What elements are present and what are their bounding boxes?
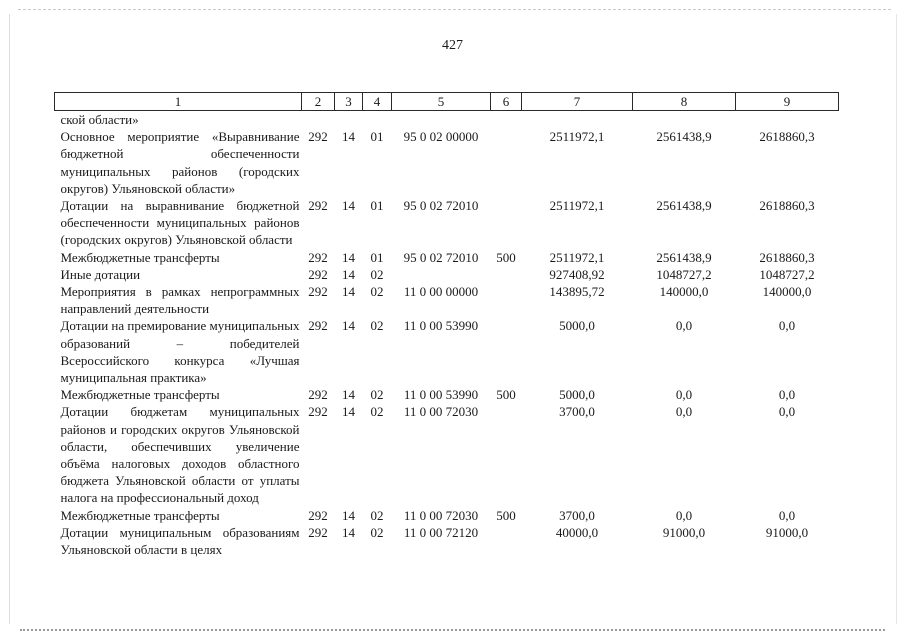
header-col-9: 9 [736,93,839,111]
row-target-article [392,266,491,283]
row-subsection: 02 [370,524,384,540]
row-admin-code: 292 [308,198,328,214]
row-subsection: 02 [370,507,384,523]
row-admin-code: 292 [308,284,328,300]
row-value-col9: 0,0 [778,318,796,334]
row-expense-type: 500 [496,249,516,265]
row-subsection: 02 [370,284,384,300]
row-name: Иные дотации [60,266,141,282]
header-row [55,93,839,111]
row-value-col7: 2511972,1 [549,129,605,145]
row-name: Дотации на выравнивание бюджетной обеспеченности муниципальных районов (городских округов) Ульяновской области [60,198,300,248]
row-value-col7: 2511972,1 [549,249,605,265]
table-row [55,266,839,283]
budget-table [54,92,839,558]
table-body [55,111,839,559]
row-section [335,111,363,129]
row-value-col7: 143895,72 [549,284,605,300]
row-value-col7: 2511972,1 [549,198,605,214]
row-value-col9: 0,0 [778,404,796,420]
row-name: Дотации на премирование муниципальных образований – победителей Всероссийского конкурса «Лучшая муниципальная практика» [60,318,300,386]
table-row [55,507,839,524]
scan-edge-bottom [20,629,885,631]
row-admin-code: 292 [308,266,328,282]
row-name: Межбюджетные трансферты [60,387,220,403]
row-value-col8: 2561438,9 [656,198,712,214]
row-value-col8: 2561438,9 [656,129,712,145]
row-expense-type [491,197,522,249]
row-value-col8: 91000,0 [662,524,706,540]
row-target-article: 11 0 00 72030 [403,404,479,420]
row-section: 14 [342,318,355,334]
row-value-col9: 91000,0 [765,524,809,540]
row-value-col7: 5000,0 [559,318,595,334]
row-subsection: 02 [370,318,384,334]
row-value-col9: 140000,0 [762,284,812,300]
row-admin-code: 292 [308,387,328,403]
row-section: 14 [342,524,355,540]
row-subsection: 02 [370,404,384,420]
row-name: Межбюджетные трансферты [60,507,220,523]
scan-edge-top [18,9,891,10]
row-name: Основное мероприятие «Выравнивание бюджетной обеспеченности муниципальных районов (городских округов) Ульяновской области» [60,129,300,196]
row-admin-code: 292 [308,507,328,523]
row-admin-code: 292 [308,129,328,145]
row-target-article: 11 0 00 00000 [403,284,479,300]
table-row [55,524,839,558]
row-value-col8: 0,0 [675,507,693,523]
row-section: 14 [342,249,355,265]
row-subsection: 01 [370,129,384,145]
row-admin-code: 292 [308,524,328,540]
header-col-5: 5 [392,93,491,111]
row-subsection: 01 [370,198,384,214]
row-section: 14 [342,284,355,300]
row-name: Дотации муниципальным образованиям Ульяновской области в целях [60,524,300,558]
row-name: Мероприятия в рамках непрограммных направлений деятельности [60,284,300,317]
table-row [55,386,839,403]
row-expense-type: 500 [496,387,516,403]
row-value-col9: 2618860,3 [759,249,815,265]
row-expense-type: 500 [496,507,516,523]
row-value-col7 [522,111,633,129]
table-header [55,93,839,111]
row-section: 14 [342,507,355,523]
row-target-article: 11 0 00 72120 [403,524,479,540]
row-target-article: 11 0 00 72030 [403,507,479,523]
table-row [55,197,839,249]
table-row [55,317,839,386]
row-value-col8: 140000,0 [659,284,709,300]
row-target-article: 95 0 02 72010 [403,198,479,214]
row-value-col8: 0,0 [675,404,693,420]
row-target-article [392,111,491,129]
header-col-4: 4 [363,93,392,111]
row-value-col7: 5000,0 [559,387,595,403]
header-col-3: 3 [335,93,363,111]
row-target-article: 95 0 02 00000 [403,129,479,145]
row-value-col7: 40000,0 [555,524,599,540]
row-admin-code [302,111,335,129]
row-expense-type [491,266,522,283]
table-row [55,403,839,506]
row-expense-type [491,403,522,506]
header-col-1: 1 [55,93,302,111]
header-col-8: 8 [633,93,736,111]
row-subsection: 02 [370,387,384,403]
row-section: 14 [342,198,355,214]
row-expense-type [491,524,522,558]
table-row [55,283,839,317]
row-value-col8: 2561438,9 [656,249,712,265]
row-value-col8: 0,0 [675,318,693,334]
row-section: 14 [342,404,355,420]
row-admin-code: 292 [308,404,328,420]
row-target-article: 11 0 00 53990 [403,318,479,334]
row-value-col7: 3700,0 [559,507,595,523]
row-section: 14 [342,387,355,403]
scan-edge-right [896,14,897,624]
row-subsection: 02 [370,266,384,282]
row-expense-type [491,317,522,386]
row-value-col9: 2618860,3 [759,198,815,214]
row-section: 14 [342,266,355,282]
row-value-col7: 927408,92 [549,266,605,282]
row-admin-code: 292 [308,318,328,334]
scan-edge-left [9,14,10,624]
page-number: 427 [442,38,463,53]
row-target-article: 11 0 00 53990 [403,387,479,403]
header-col-2: 2 [302,93,335,111]
row-value-col9: 2618860,3 [759,129,815,145]
row-section: 14 [342,129,355,145]
row-value-col9: 0,0 [778,507,796,523]
row-value-col9: 1048727,2 [759,266,815,282]
row-admin-code: 292 [308,249,328,265]
row-expense-type [491,283,522,317]
table-row [55,128,839,197]
row-value-col9: 0,0 [778,387,796,403]
row-subsection [363,111,392,129]
row-name: Межбюджетные трансферты [60,249,220,265]
row-name: Дотации бюджетам муниципальных районов и городских округов Ульяновской области, обеспечивших увеличение объёма налоговых доходов областного бюджета Ульяновской области от уплаты налога на профессиональный доход [60,404,300,506]
header-col-6: 6 [491,93,522,111]
row-name: ской области» [60,112,139,127]
row-target-article: 95 0 02 72010 [403,249,479,265]
row-subsection: 01 [370,249,384,265]
row-expense-type [491,111,522,129]
table-row [55,249,839,266]
row-value-col8: 0,0 [675,387,693,403]
header-col-7: 7 [522,93,633,111]
row-value-col8 [633,111,736,129]
row-value-col8: 1048727,2 [656,266,712,282]
row-value-col7: 3700,0 [559,404,595,420]
row-value-col9 [736,111,839,129]
row-expense-type [491,128,522,197]
table-row [55,111,839,129]
